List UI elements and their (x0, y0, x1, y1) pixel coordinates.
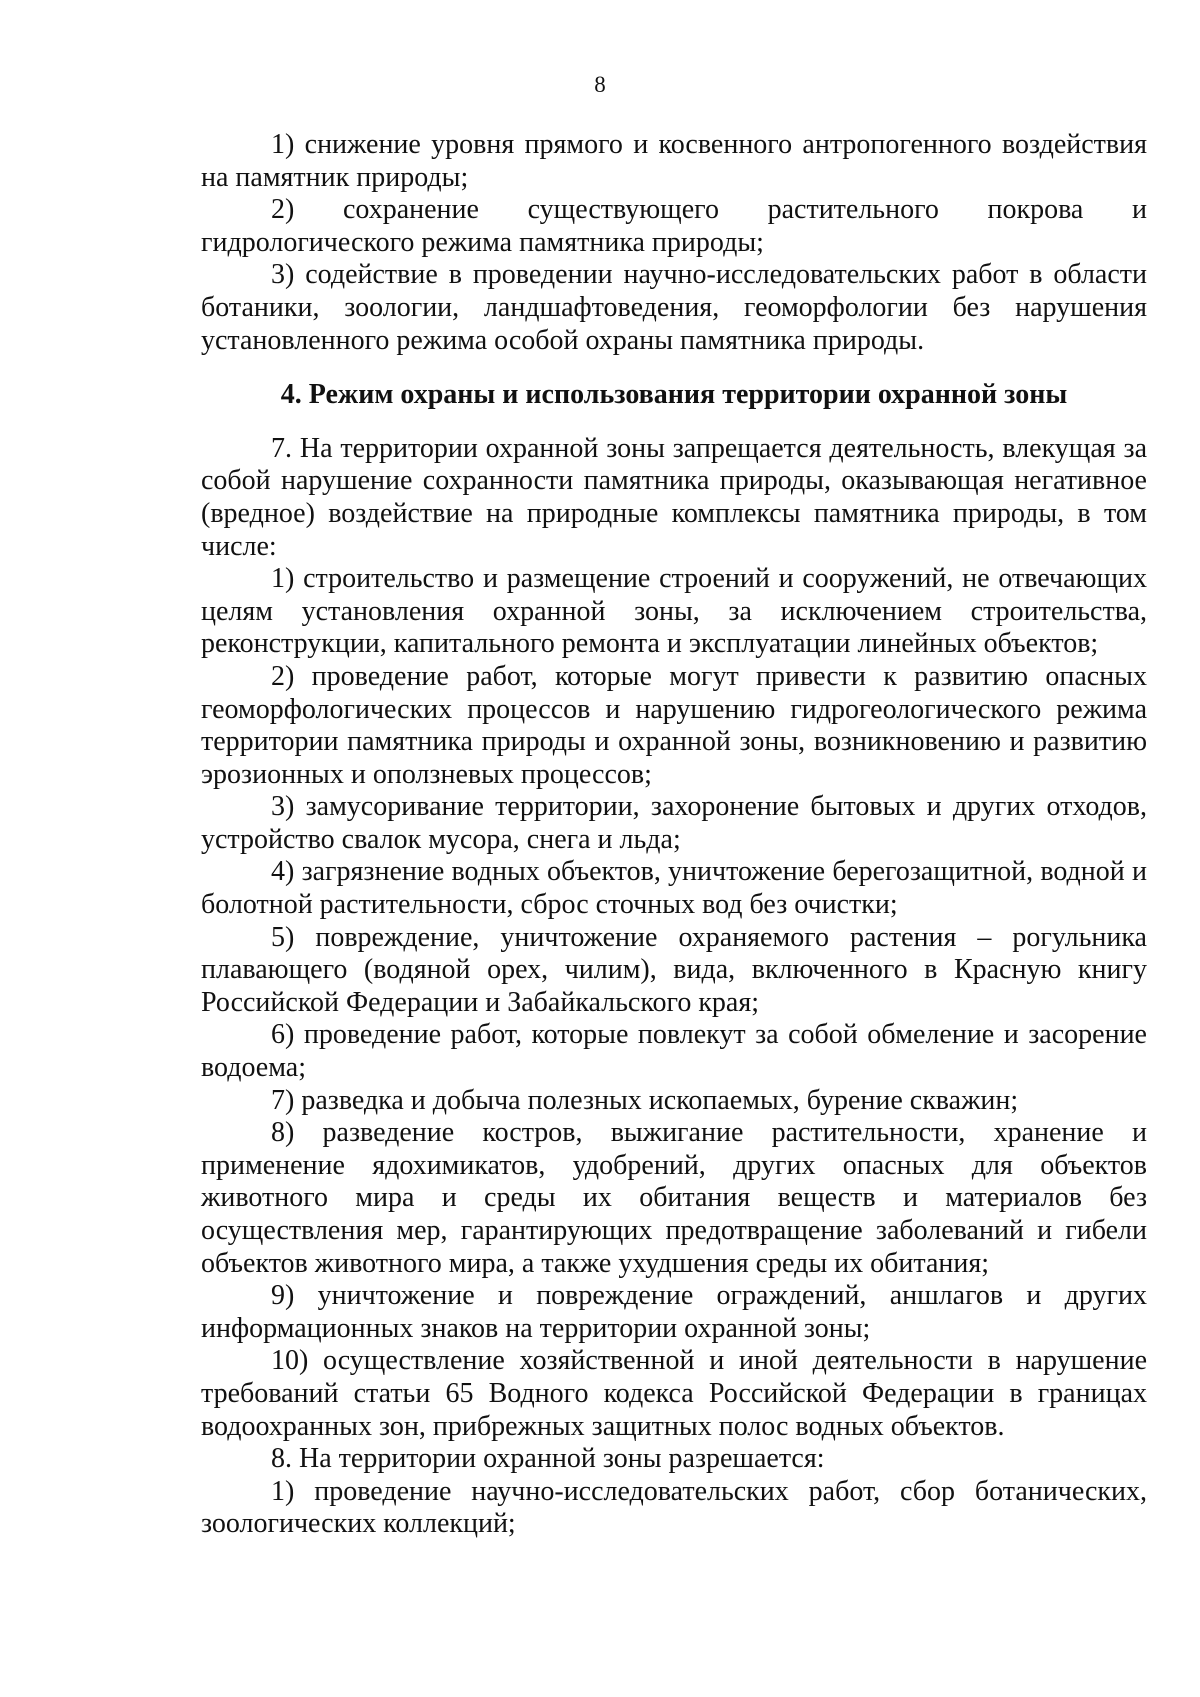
paragraph: 1) строительство и размещение строений и сооружений, не отвечающих целям установления охранной зоны, за исключением строительства, реконструкции, капитального ремонта и эксплуатации линейных объектов; (201, 563, 1147, 660)
paragraph: 6) проведение работ, которые повлекут за собой обмеление и засорение водоема; (201, 1019, 1147, 1084)
paragraph: 7) разведка и добыча полезных ископаемых, бурение скважин; (271, 1084, 1019, 1116)
paragraph: 5) повреждение, уничтожение охраняемого растения – рогульника плавающего (водяной орех, чилим), вида, включенного в Красную книгу Российской Федерации и Забайкальского края; (201, 921, 1147, 1018)
paragraph: 1) снижение уровня прямого и косвенного антропогенного воздействия на памятник природы; (201, 129, 1147, 193)
paragraph: 2) сохранение существующего растительного покрова и гидрологического режима памятника природы; (201, 194, 1147, 258)
paragraph: 7. На территории охранной зоны запрещается деятельность, влекущая за собой нарушение сохранности памятника природы, оказывающая негативное (вредное) воздействие на природные комплексы памятника природы, в том числе: (201, 432, 1147, 562)
paragraph: 1) проведение научно-исследовательских работ, сбор ботанических, зоологических коллекций; (201, 1475, 1147, 1540)
paragraph: 3) содействие в проведении научно-исследовательских работ в области ботаники, зоологии, ландшафтоведения, геоморфологии без нарушения установленного режима особой охраны памятника природы. (201, 259, 1147, 356)
paragraph: 4) загрязнение водных объектов, уничтожение берегозащитной, водной и болотной растительности, сброс сточных вод без очистки; (201, 856, 1147, 921)
paragraph: 9) уничтожение и повреждение ограждений, аншлагов и других информационных знаков на территории охранной зоны; (201, 1280, 1147, 1344)
section-heading: 4. Режим охраны и использования территории охранной зоны (280, 379, 1068, 411)
paragraph: 8) разведение костров, выжигание растительности, хранение и применение ядохимикатов, удобрений, других опасных для объектов животного мира и среды их обитания веществ и материалов без осуществления мер, гарантирующих предотвращение заболеваний и гибели объектов животного мира, а также ухудшения среды их обитания; (201, 1117, 1147, 1279)
document-body (201, 129, 1147, 1541)
paragraph: 10) осуществление хозяйственной и иной деятельности в нарушение требований статьи 65 Водного кодекса Российской Федерации в границах водоохранных зон, прибрежных защитных полос водных объектов. (201, 1345, 1147, 1442)
paragraph: 2) проведение работ, которые могут привести к развитию опасных геоморфологических процессов и нарушению гидрогеологического режима территории памятника природы и охранной зоны, возникновению и развитию эрозионных и оползневых процессов; (201, 660, 1147, 790)
paragraph: 3) замусоривание территории, захоронение бытовых и других отходов, устройство свалок мусора, снега и льда; (201, 791, 1147, 855)
paragraph: 8. На территории охранной зоны разрешается: (271, 1443, 825, 1475)
page-number: 8 (594, 72, 606, 97)
